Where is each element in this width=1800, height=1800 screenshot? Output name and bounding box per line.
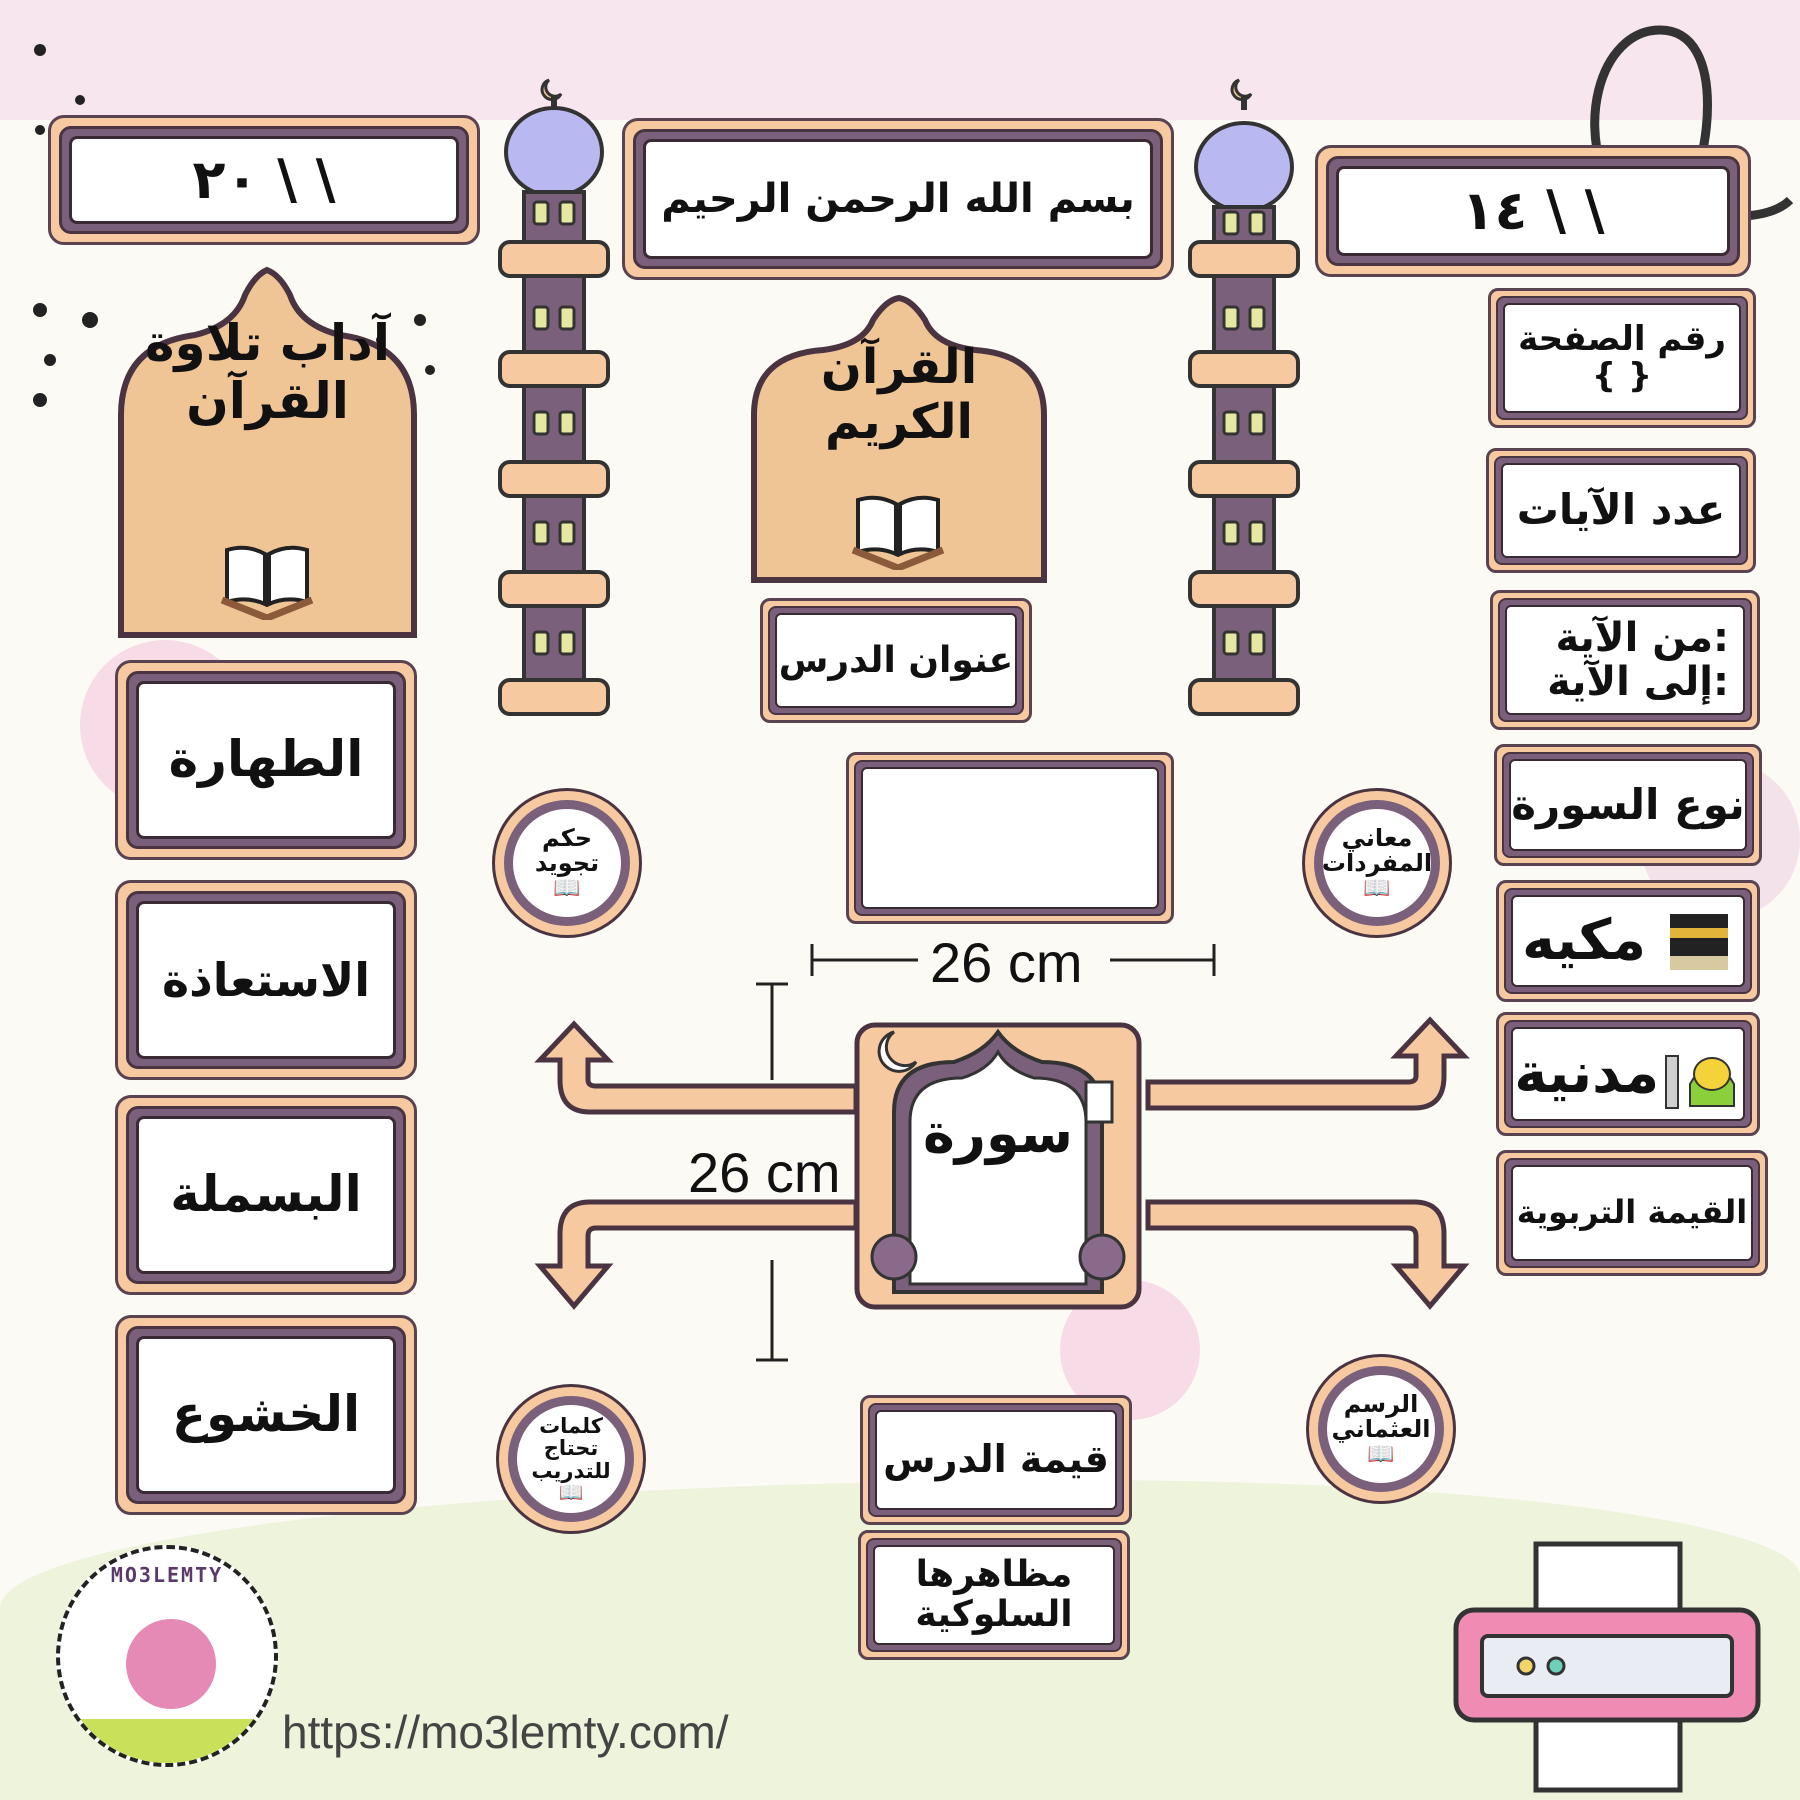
practice-label: كلمات تحتاج للتدريب — [531, 1414, 611, 1483]
left-item-basmala[interactable] — [115, 1095, 417, 1295]
book-icon: 📖 — [553, 875, 581, 901]
uthmani-circle[interactable] — [1306, 1354, 1456, 1504]
arch-left — [115, 265, 420, 640]
surah-frame[interactable] — [854, 1022, 1142, 1310]
madani-label: مدنية — [1514, 1041, 1660, 1107]
makki-box[interactable] — [1496, 880, 1760, 1002]
printer-icon — [1452, 1540, 1762, 1795]
surah-type-box[interactable] — [1494, 744, 1762, 866]
book-icon: 📖 — [558, 1479, 584, 1504]
surah-frame-title: سورة — [923, 1102, 1073, 1165]
date-box-left[interactable] — [48, 115, 480, 245]
book-icon: 📖 — [1367, 1441, 1395, 1467]
book-icon: 📖 — [1363, 875, 1391, 901]
minaret-right — [1184, 72, 1304, 722]
meanings-label: معاني المفردات — [1321, 824, 1433, 878]
left-item-tahara[interactable] — [115, 660, 417, 860]
verse-range-box[interactable] — [1490, 590, 1760, 730]
behavioral-box[interactable] — [858, 1530, 1130, 1660]
height-dimension-label: 26 cm — [688, 1141, 841, 1204]
madani-box[interactable] — [1496, 1012, 1760, 1136]
tajweed-circle[interactable] — [492, 788, 642, 938]
mosque-dome-icon — [1662, 1036, 1742, 1112]
date-text-right: ١٤ \ \ — [1336, 166, 1730, 256]
left-item-label: الاستعاذة — [136, 901, 396, 1059]
logo-grass — [60, 1719, 274, 1767]
date-text-left: ٢٠ \ \ — [69, 136, 459, 224]
lesson-name-field[interactable] — [861, 767, 1159, 909]
page-number-box[interactable] — [1488, 288, 1756, 428]
quran-book-icon — [848, 490, 948, 570]
basmala-text: بسم الله الرحمن الرحيم — [643, 139, 1153, 259]
uthmani-label: الرسم العثماني — [1331, 1390, 1431, 1444]
makki-label: مكيه — [1521, 908, 1647, 974]
arch-left-title: آداب تلاوة القرآن — [145, 314, 390, 430]
left-item-label: البسملة — [136, 1116, 396, 1274]
edu-value-label: القيمة التربوية — [1511, 1165, 1753, 1261]
quran-book-icon — [217, 540, 317, 620]
minaret-left — [494, 72, 614, 722]
lesson-value-box[interactable] — [860, 1395, 1132, 1525]
left-item-label: الخشوع — [136, 1336, 396, 1494]
practice-circle[interactable] — [496, 1384, 646, 1534]
from-verse-label: من الآية: — [1555, 615, 1729, 661]
lesson-title-text: عنوان الدرس — [775, 613, 1017, 708]
to-verse-label: إلى الآية: — [1547, 659, 1729, 705]
left-item-khushu[interactable] — [115, 1315, 417, 1515]
page-number-label: رقم الصفحة — [1518, 318, 1726, 359]
verse-count-box[interactable] — [1486, 448, 1756, 573]
surah-type-label: نوع السورة — [1509, 759, 1747, 851]
mo3lemty-logo — [56, 1545, 278, 1767]
date-box-right[interactable] — [1315, 145, 1751, 277]
basmala-box[interactable] — [622, 118, 1174, 280]
width-dimension-label: 26 cm — [930, 931, 1083, 994]
logo-text: MO3LEMTY — [110, 1563, 224, 1587]
arrow-up-right — [1144, 1016, 1474, 1126]
arch-center-title: القرآن الكريم — [820, 339, 978, 451]
left-item-istiadha[interactable] — [115, 880, 417, 1080]
meanings-circle[interactable] — [1302, 788, 1452, 938]
kaaba-icon — [1664, 906, 1734, 976]
arrow-down-right — [1144, 1196, 1474, 1316]
arch-center — [748, 295, 1050, 585]
lesson-name-empty-box[interactable] — [846, 752, 1174, 924]
left-item-label: الطهارة — [136, 681, 396, 839]
arrow-down-left — [530, 1196, 860, 1316]
behavioral-label: مظاهرها السلوكية — [873, 1545, 1115, 1645]
page-number-brackets: { } — [1591, 356, 1653, 396]
verse-count-label: عدد الآيات — [1501, 463, 1741, 558]
lesson-title-box[interactable] — [760, 598, 1032, 723]
edu-value-box[interactable] — [1496, 1150, 1768, 1276]
website-url[interactable]: https://mo3lemty.com/ — [282, 1706, 729, 1758]
tajweed-label: حكم تجويد — [534, 824, 600, 878]
lesson-value-label: قيمة الدرس — [875, 1410, 1117, 1510]
arrow-up-left — [530, 1020, 860, 1130]
owl-icon — [126, 1619, 216, 1709]
